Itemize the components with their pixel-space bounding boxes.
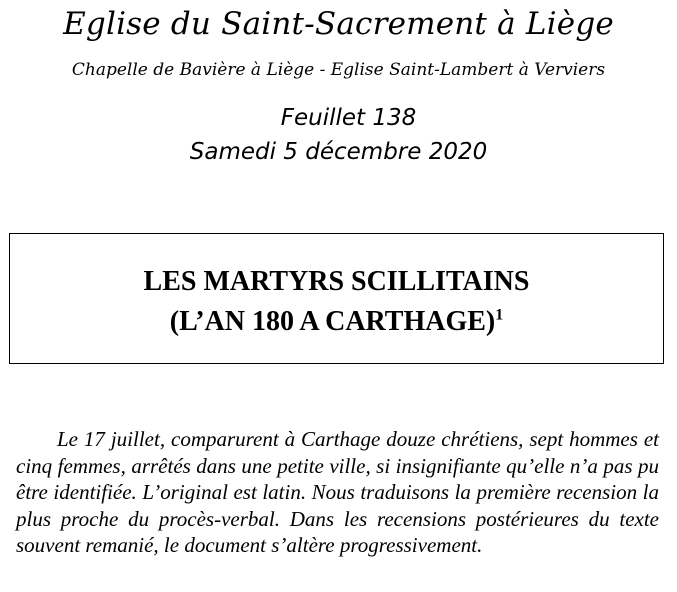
footnote-reference[interactable]: 1 [495,306,504,324]
body-paragraph: Le 17 juillet, comparurent à Carthage douze chrétiens, sept hommes et cinq femmes, arrêtés dans une petite ville, si insignifiante qu’elle n’a pas pu être identifiée. L’original est latin. Nous traduisons la première recension la plus proche du procès-verbal. Dans les recensions postérieures du texte souvent remanié, le document s’altère progressivement. [16,427,659,558]
page-header-subtitle: Chapelle de Bavière à Liège - Eglise Saint-Lambert à Verviers [71,60,606,80]
sheet-number: Feuillet 138 [280,105,417,131]
page-header-title: Eglise du Saint-Sacrement à Liège [63,6,614,42]
title-box [9,233,664,364]
title-line-2-text: (L’AN 180 A CARTHAGE) [169,306,496,337]
title-line-2 [10,305,663,339]
title-line-1: LES MARTYRS SCILLITAINS [143,266,530,297]
sheet-date: Samedi 5 décembre 2020 [189,139,488,165]
